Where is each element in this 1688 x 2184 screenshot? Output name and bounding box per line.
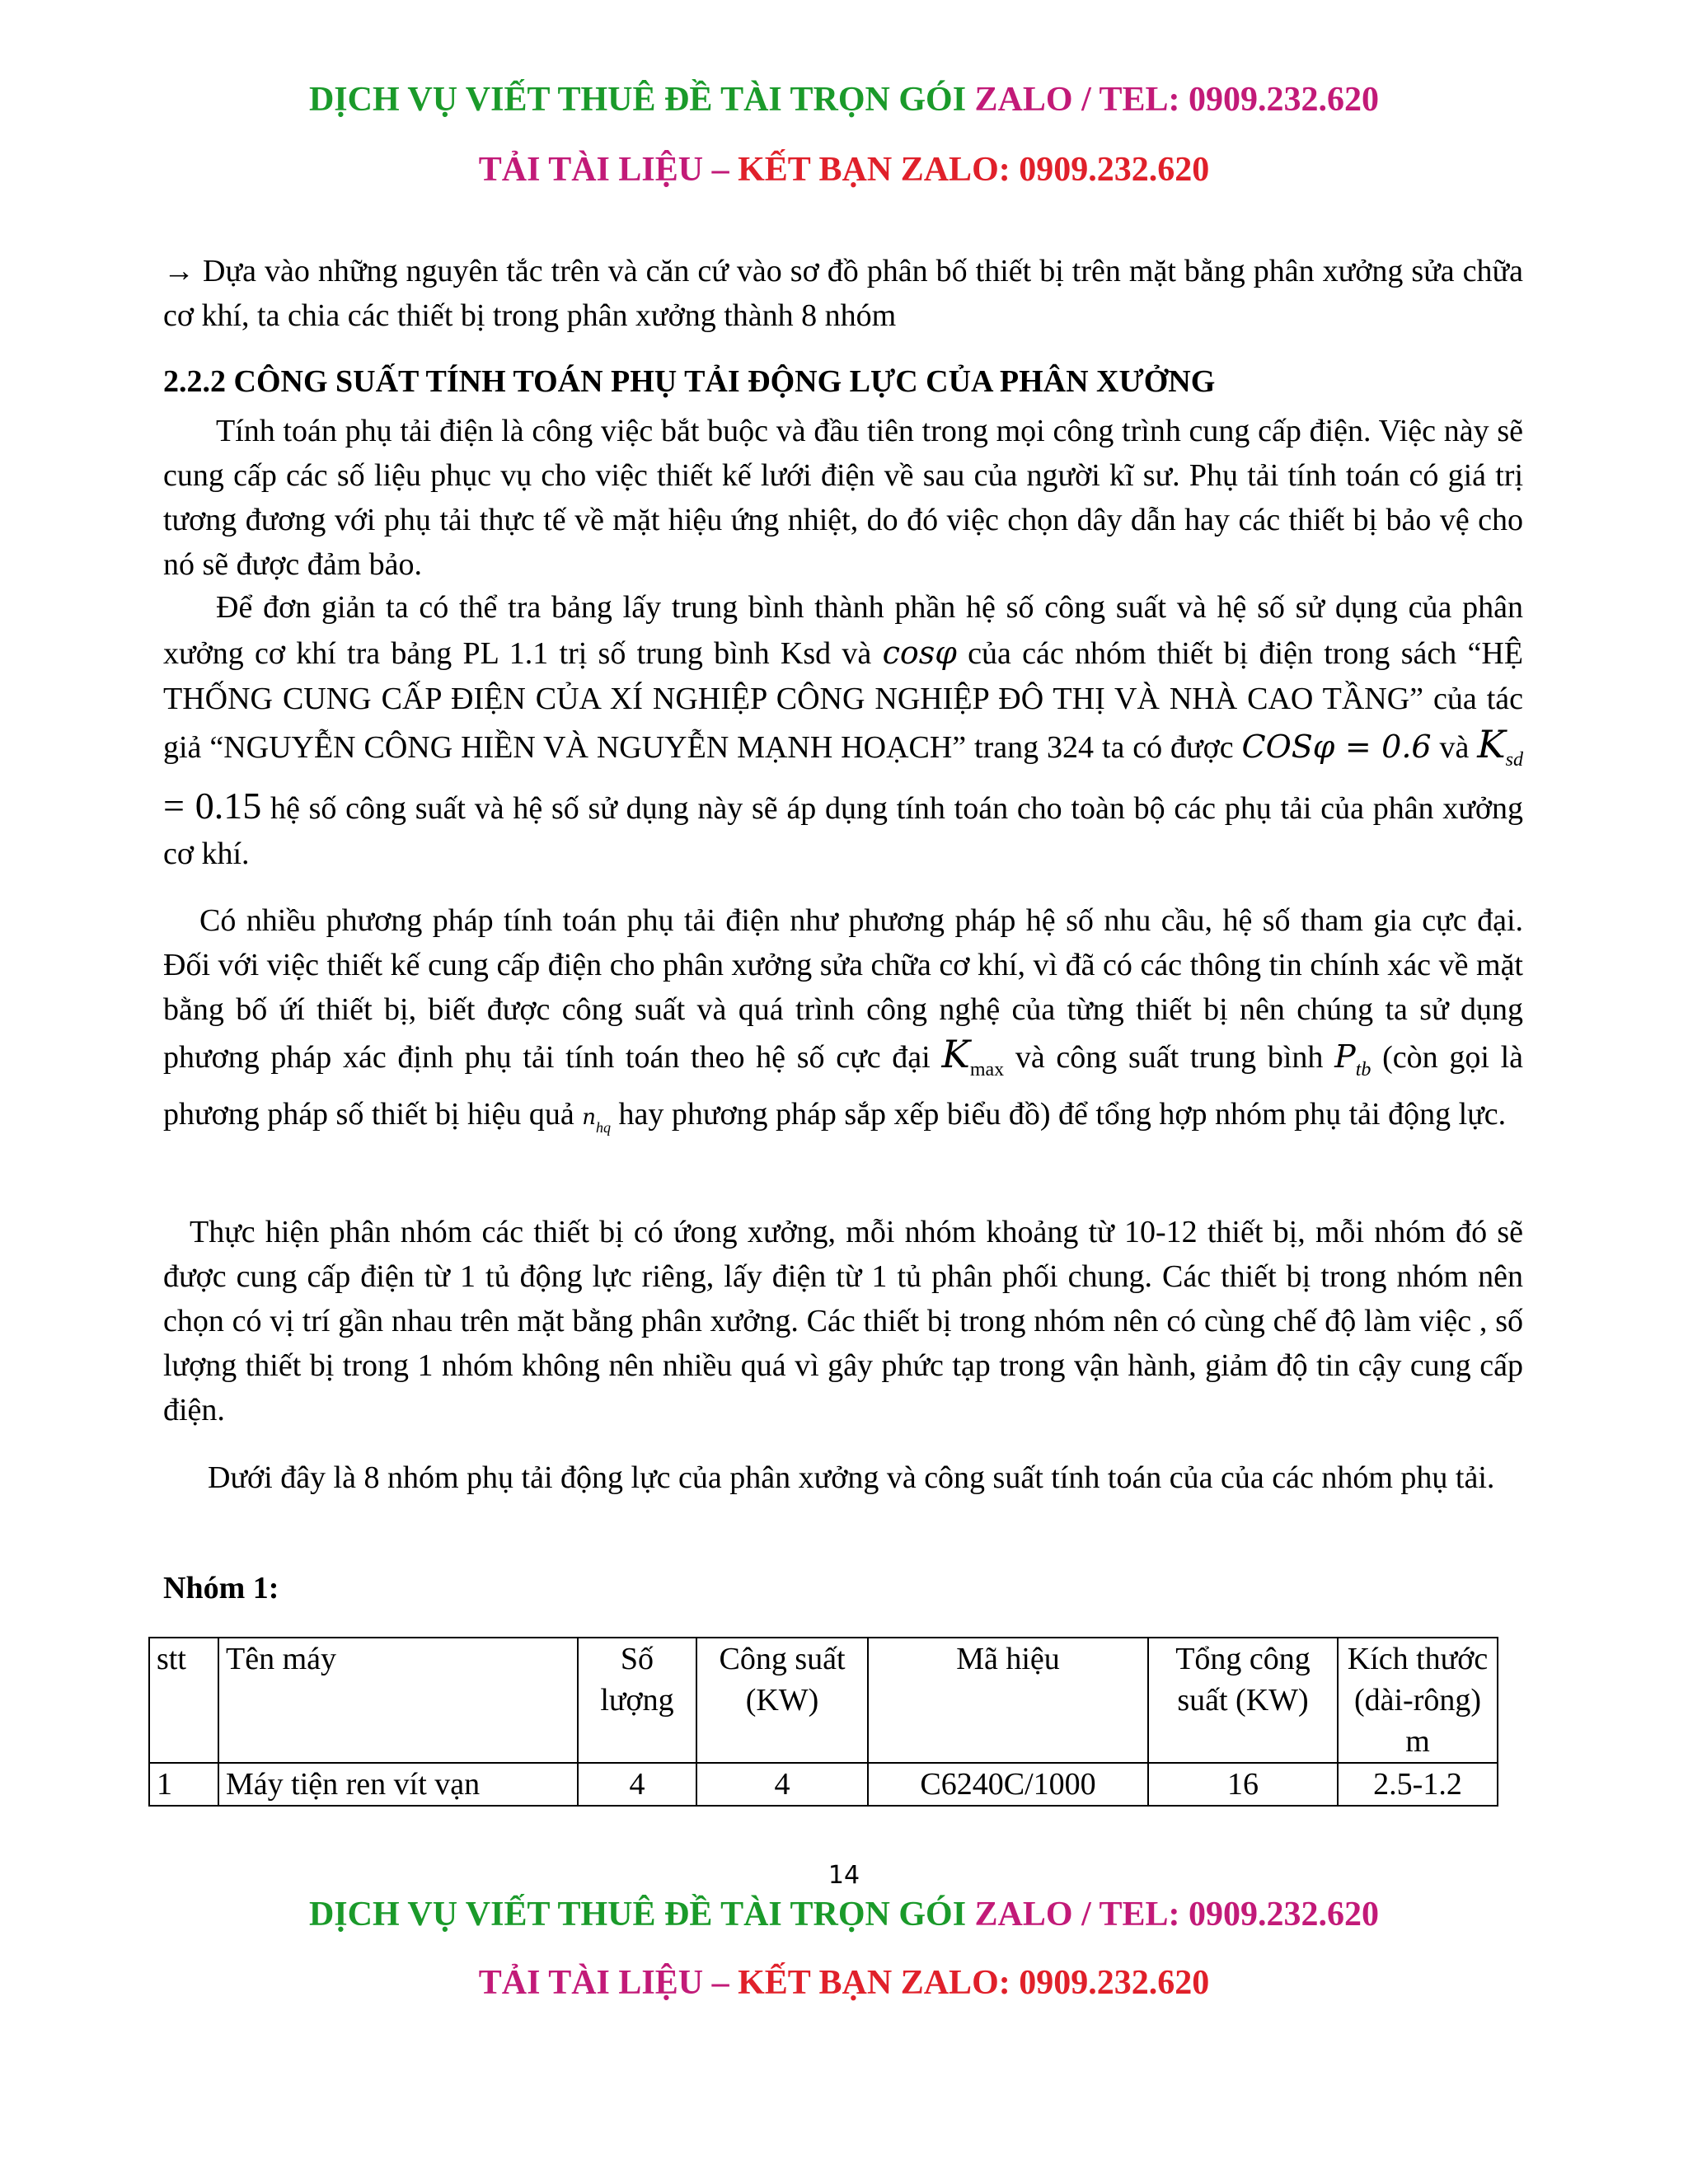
cell-model: C6240C/1000 xyxy=(868,1763,1148,1806)
promo-banner-bottom-line1 xyxy=(0,1897,1688,1932)
cos-phi-symbol: cosφ xyxy=(882,635,957,671)
table-row xyxy=(149,1763,1498,1806)
cos-phi-equation: COSφ = 0.6 xyxy=(1241,729,1432,765)
promo-zalo-text: KẾT BẠN ZALO: 0909.232.620 xyxy=(738,1964,1210,2002)
header-dimensions: Kích thước (dài-rông) m xyxy=(1338,1638,1498,1763)
paragraph-groups-intro: Dưới đây là 8 nhóm phụ tải động lực của phân xưởng và công suất tính toán của của các nhóm phụ tải. xyxy=(208,1460,1495,1495)
kmax-symbol: K xyxy=(941,1032,970,1076)
promo-download-text: TẢI TÀI LIỆU – xyxy=(478,1964,729,2002)
promo-download-text: TẢI TÀI LIỆU – xyxy=(478,151,729,189)
p4-text-a: Có nhiều phương pháp tính toán phụ tải điện như phương pháp hệ số nhu cầu, hệ số tham gia cực đại. Đối với việc thiết kế cung cấp điện cho phân xưởng sửa chữa cơ khí, vì đã có các thông tin chính xác về mặt bằng bố ứí thiết bị, biết được công suất và quá trình công nghệ của từng thiết bị nên chúng ta sử dụng phương pháp xác định phụ tải tính toán theo hệ số cực đại xyxy=(163,903,1523,1075)
p4-text-d: hay phương pháp sắp xếp biểu đồ) để tổng hợp nhóm phụ tải động lực. xyxy=(618,1097,1507,1132)
p3-text-a: Để đơn giản ta có thể tra bảng lấy trung bình thành phần hệ số công suất và hệ số sử dụng của phân xưởng cơ khí tra bảng PL 1.1 trị số trung bình Ksd và xyxy=(163,590,1523,671)
promo-banner-top-line2 xyxy=(0,152,1688,187)
header-power: Công suất (KW) xyxy=(696,1638,868,1763)
cell-total-power: 16 xyxy=(1148,1763,1338,1806)
nhq-subscript: hq xyxy=(595,1119,611,1136)
ptb-symbol: P xyxy=(1334,1038,1356,1075)
group-title: Nhóm 1: xyxy=(163,1571,279,1605)
cell-stt: 1 xyxy=(149,1763,218,1806)
ksd-value: = 0.15 xyxy=(163,785,262,827)
paragraph-load-calc: Tính toán phụ tải điện là công việc bắt buộc và đầu tiên trong mọi công trình cung cấp điện. Việc này sẽ cung cấp các số liệu phục vụ cho việc thiết kế lưới điện về sau của người kĩ sư. Phụ tải tính toán có giá trị tương đương với phụ tải thực tế về mặt hiệu ứng nhiệt, do đó việc chọn dây dẫn hay các thiết bị bảo vệ cho nó sẽ được đảm bảo. xyxy=(163,414,1523,582)
page-number: 14 xyxy=(828,1861,860,1890)
cell-machine-name: Máy tiện ren vít vạn xyxy=(218,1763,578,1806)
header-stt: stt xyxy=(149,1638,218,1763)
promo-banner-bottom-line2 xyxy=(0,1966,1688,2000)
paragraph-coefficients xyxy=(163,585,1523,877)
section-heading: 2.2.2 CÔNG SUẤT TÍNH TOÁN PHỤ TẢI ĐỘNG LỰC CỦA PHÂN XƯỞNG xyxy=(163,364,1216,399)
ksd-symbol: K xyxy=(1477,722,1506,766)
p3-text-c: hệ số công suất và hệ số sử dụng này sẽ áp dụng tính toán cho toàn bộ các phụ tải của phân xưởng cơ khí. xyxy=(163,791,1523,871)
p4-text-c: (còn gọi là phương pháp số thiết bị hiệu quả xyxy=(163,1040,1524,1132)
nhq-symbol: n xyxy=(582,1105,596,1130)
table-header-row xyxy=(149,1638,1498,1763)
promo-service-text: DỊCH VỤ VIẾT THUÊ ĐỀ TÀI TRỌN GÓI xyxy=(308,81,967,119)
ptb-subscript: tb xyxy=(1355,1059,1372,1080)
p3-text-b: của các nhóm thiết bị điện trong sách “HỆ THỐNG CUNG CẤP ĐIỆN CỦA XÍ NGHIỆP CÔNG NGHIỆP ĐÔ THỊ VÀ NHÀ CAO TẦNG” của tác giả “NGUYỄN CÔNG HIỀN VÀ NGUYỄN MẠNH HOẠCH” trang 324 ta có được xyxy=(163,636,1524,765)
promo-contact-text: ZALO / TEL: 0909.232.620 xyxy=(974,1896,1380,1933)
paragraph-grouping: Thực hiện phân nhóm các thiết bị có ứong xưởng, mỗi nhóm khoảng từ 10-12 thiết bị, mỗi nhóm đó sẽ được cung cấp điện từ 1 tủ động lực riêng, lấy điện từ 1 tủ phân phối chung. Các thiết bị trong nhóm nên chọn có vị trí gần nhau trên mặt bằng phân xưởng. Các thiết bị trong nhóm nên có cùng chế độ làm việc , số lượng thiết bị trong 1 nhóm không nên nhiều quá vì gây phức tạp trong vận hành, giảm độ tin cậy cung cấp điện. xyxy=(163,1215,1523,1427)
promo-banner-top-line1 xyxy=(0,82,1688,117)
promo-service-text: DỊCH VỤ VIẾT THUÊ ĐỀ TÀI TRỌN GÓI xyxy=(308,1896,967,1933)
header-model: Mã hiệu xyxy=(868,1638,1148,1763)
kmax-subscript: max xyxy=(969,1059,1005,1080)
cell-power: 4 xyxy=(696,1763,868,1806)
p4-text-b: và công suất trung bình xyxy=(1015,1040,1324,1075)
promo-zalo-text: KẾT BẠN ZALO: 0909.232.620 xyxy=(738,151,1210,189)
paragraph-intro: → Dựa vào những nguyên tắc trên và căn cứ vào sơ đồ phân bố thiết bị trên mặt bằng phân xưởng sửa chữa cơ khí, ta chia các thiết bị trong phân xưởng thành 8 nhóm xyxy=(163,254,1523,333)
header-quantity: Số lượng xyxy=(578,1638,696,1763)
promo-contact-text: ZALO / TEL: 0909.232.620 xyxy=(974,81,1380,119)
ksd-subscript: sd xyxy=(1505,749,1524,771)
p3-and: và xyxy=(1439,730,1470,765)
cell-quantity: 4 xyxy=(578,1763,696,1806)
paragraph-methods xyxy=(163,898,1523,1150)
cell-dimensions: 2.5-1.2 xyxy=(1338,1763,1498,1806)
header-machine-name: Tên máy xyxy=(218,1638,578,1763)
header-total-power: Tổng công suất (KW) xyxy=(1148,1638,1338,1763)
equipment-table xyxy=(148,1637,1498,1807)
